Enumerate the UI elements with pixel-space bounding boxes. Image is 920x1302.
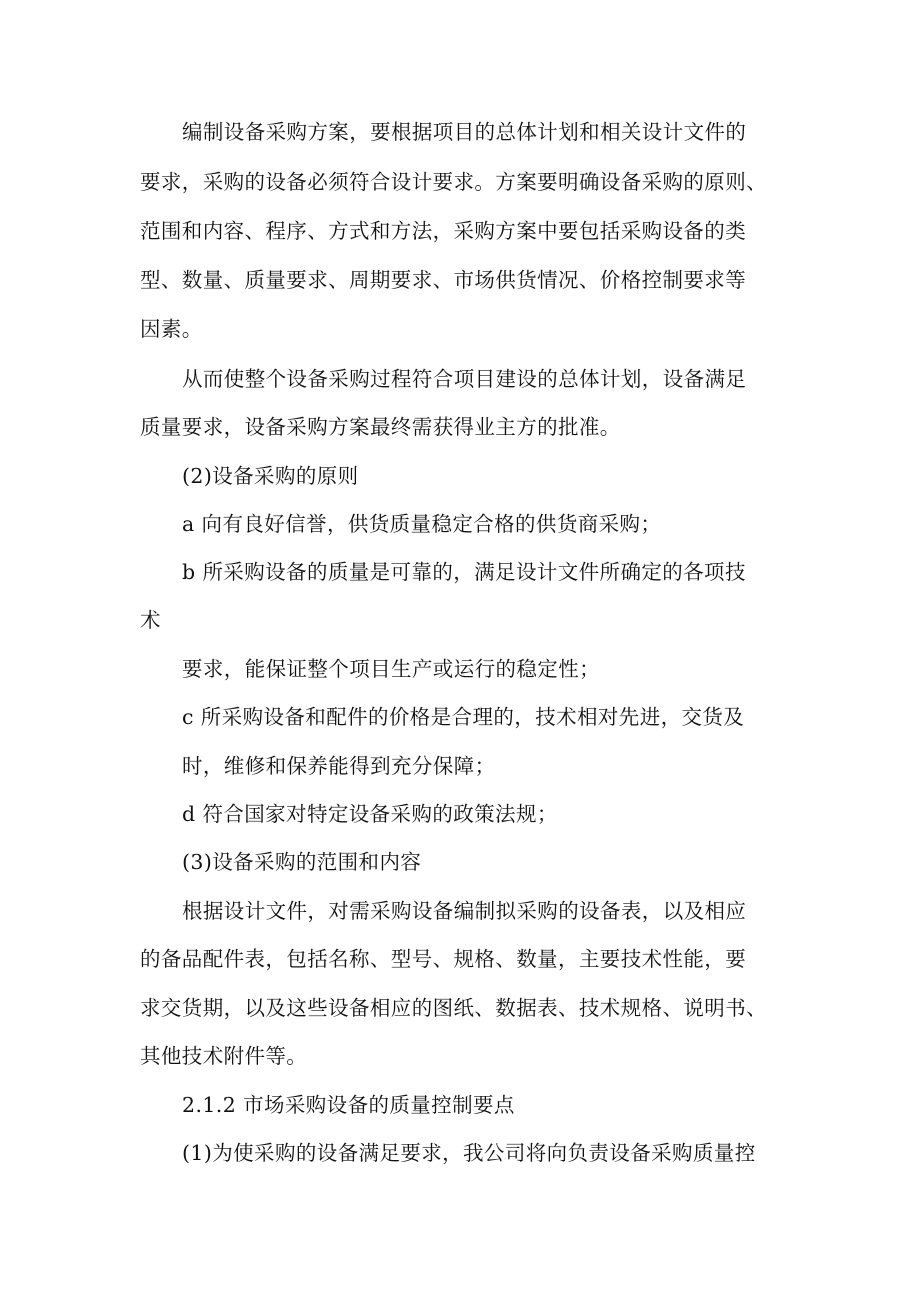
- section-heading: (2)设备采购的原则: [182, 464, 359, 488]
- paragraph-line: 型、数量、质量要求、周期要求、市场供货情况、价格控制要求等: [140, 268, 747, 292]
- paragraph-line: 的备品配件表，包括名称、型号、规格、数量，主要技术性能，要: [140, 947, 747, 971]
- paragraph-line: 求交货期，以及这些设备相应的图纸、数据表、技术规格、说明书、: [140, 996, 767, 1020]
- paragraph-line: 编制设备采购方案，要根据项目的总体计划和相关设计文件的: [182, 120, 747, 144]
- paragraph-line: (1)为使采购的设备满足要求，我公司将向负责设备采购质量控: [182, 1141, 756, 1165]
- list-item-continuation: 要求，能保证整个项目生产或运行的稳定性；: [182, 657, 600, 681]
- paragraph-line: 其他技术附件等。: [140, 1044, 308, 1068]
- paragraph-line: 要求，采购的设备必须符合设计要求。方案要明确设备采购的原则、: [140, 170, 767, 194]
- paragraph-line: 因素。: [140, 317, 203, 341]
- list-item: c 所采购设备和配件的价格是合理的，技术相对先进，交货及: [182, 705, 745, 729]
- list-item-continuation: 术: [140, 608, 161, 632]
- section-heading: (3)设备采购的范围和内容: [182, 850, 422, 874]
- list-item-continuation: 时，维修和保养能得到充分保障；: [182, 754, 496, 778]
- list-item: d 符合国家对特定设备采购的政策法规；: [182, 802, 558, 826]
- paragraph-line: 根据设计文件，对需采购设备编制拟采购的设备表，以及相应: [182, 899, 747, 923]
- list-item: b 所采购设备的质量是可靠的，满足设计文件所确定的各项技: [182, 560, 746, 584]
- section-heading: 2.1.2 市场采购设备的质量控制要点: [182, 1093, 515, 1117]
- paragraph-line: 从而使整个设备采购过程符合项目建设的总体计划，设备满足: [182, 367, 747, 391]
- list-item: a 向有良好信誉，供货质量稳定合格的供货商采购；: [182, 512, 662, 536]
- paragraph-line: 质量要求，设备采购方案最终需获得业主方的批准。: [140, 415, 621, 439]
- paragraph-line: 范围和内容、程序、方式和方法，采购方案中要包括采购设备的类: [140, 219, 747, 243]
